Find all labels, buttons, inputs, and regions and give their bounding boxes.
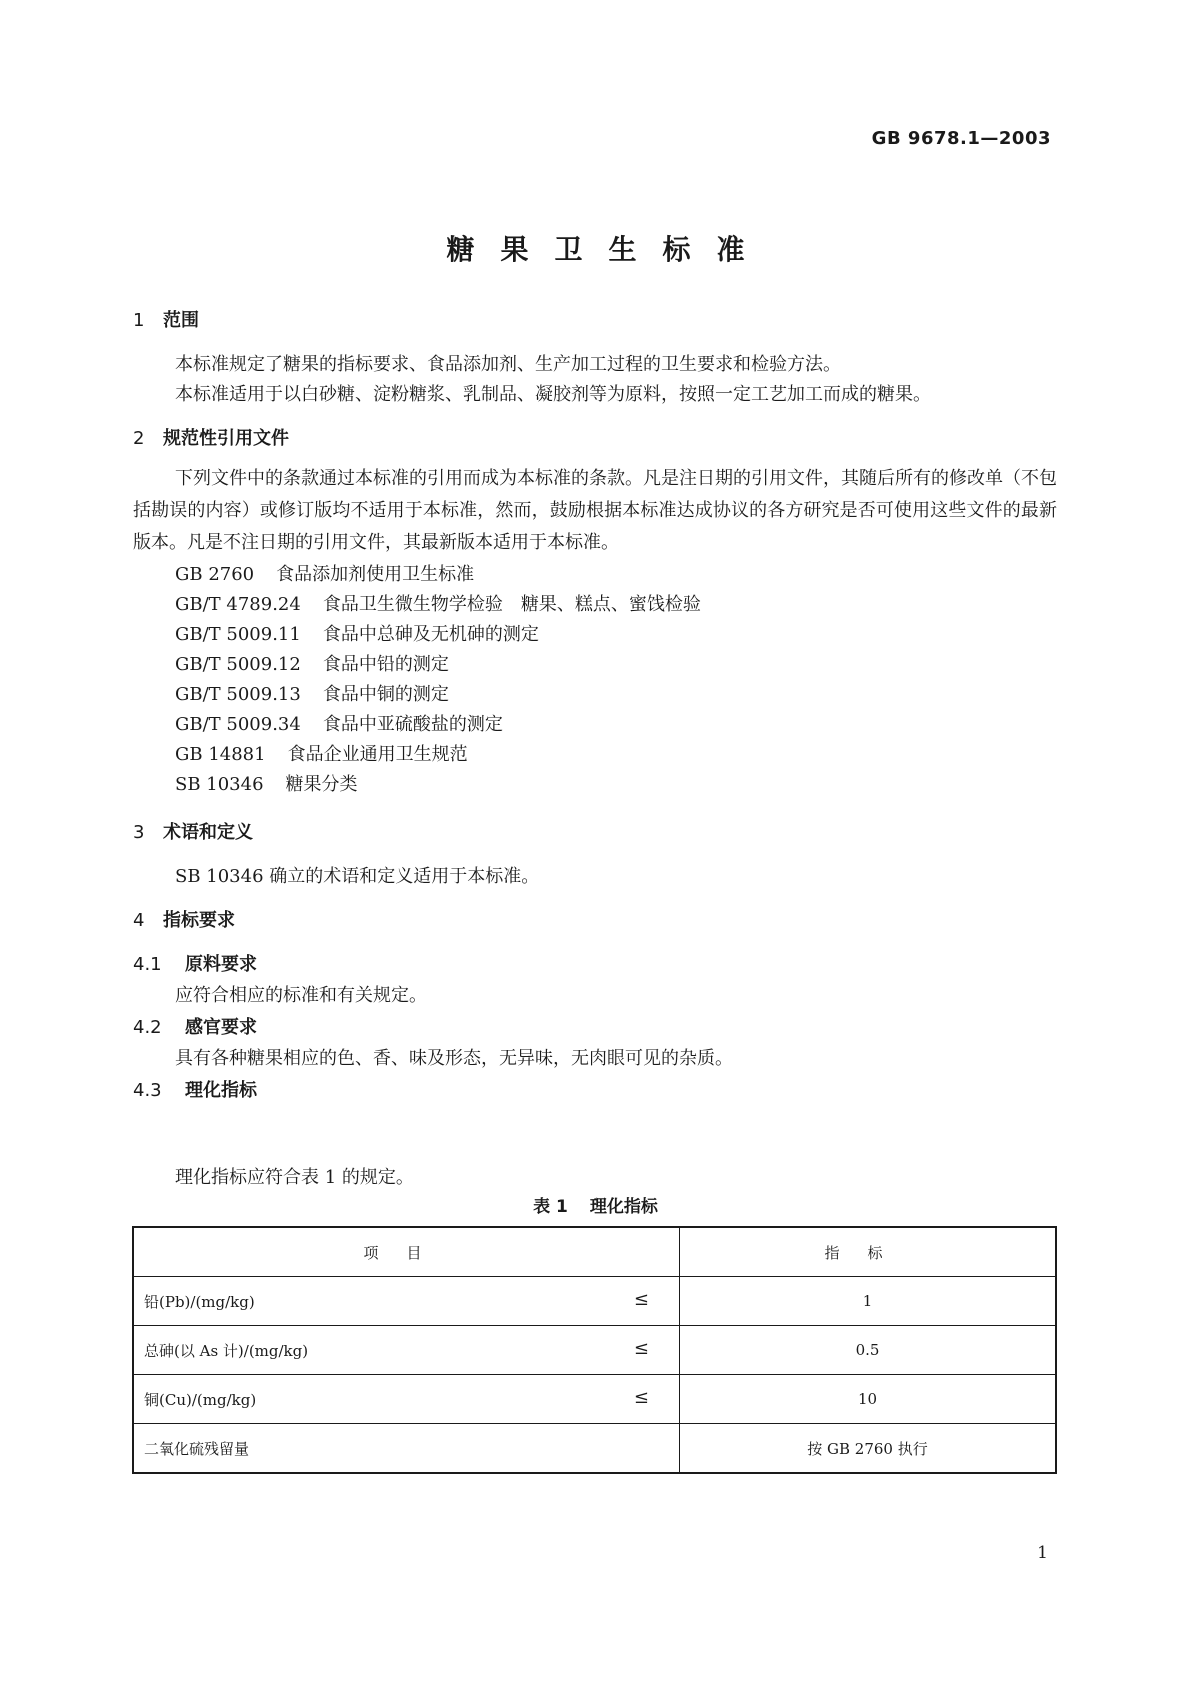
section-3-text: SB 10346 确立的术语和定义适用于本标准。 bbox=[175, 866, 540, 887]
reference-code: GB/T 4789.24 bbox=[175, 594, 301, 615]
table-cell-value: 按 GB 2760 执行 bbox=[680, 1424, 1057, 1474]
leq-symbol: ≤ bbox=[633, 1338, 649, 1359]
section-2-title: 规范性引用文件 bbox=[163, 428, 289, 449]
subsection-4-3-text: 理化指标应符合表 1 的规定。 bbox=[175, 1167, 414, 1188]
subsection-4-2-title: 感官要求 bbox=[185, 1017, 257, 1038]
reference-item bbox=[175, 680, 449, 706]
section-1-number: 1 bbox=[133, 310, 145, 331]
section-2-number: 2 bbox=[133, 428, 145, 449]
table-cell-value: 1 bbox=[680, 1277, 1057, 1326]
section-4-title: 指标要求 bbox=[163, 910, 235, 931]
section-1-paragraph-2: 本标准适用于以白砂糖、淀粉糖浆、乳制品、凝胶剂等为原料，按照一定工艺加工而成的糖果。 bbox=[175, 384, 931, 405]
reference-name: 食品卫生微生物学检验 糖果、糕点、蜜饯检验 bbox=[322, 594, 701, 615]
reference-code: GB/T 5009.13 bbox=[175, 684, 301, 705]
section-4-number: 4 bbox=[133, 910, 145, 931]
physicochemical-table bbox=[132, 1226, 1057, 1474]
reference-name: 食品企业通用卫生规范 bbox=[287, 744, 468, 765]
reference-item bbox=[175, 770, 358, 796]
reference-name: 食品添加剂使用卫生标准 bbox=[276, 564, 475, 585]
table-row bbox=[133, 1424, 1056, 1474]
leq-symbol: ≤ bbox=[633, 1289, 649, 1310]
reference-item bbox=[175, 650, 449, 676]
reference-name: 糖果分类 bbox=[285, 774, 358, 795]
reference-item bbox=[175, 710, 503, 736]
reference-item bbox=[175, 560, 474, 586]
document-title: 糖果卫生标准 bbox=[446, 233, 771, 266]
section-1-heading bbox=[133, 306, 199, 332]
reference-code: SB 10346 bbox=[175, 774, 264, 795]
section-2-intro: 下列文件中的条款通过本标准的引用而成为本标准的条款。凡是注日期的引用文件，其随后所有的修改单（不包括勘误的内容）或修订版均不适用于本标准，然而，鼓励根据本标准达成协议的各方研究是否可使用这些文件的最新版本。凡是不注日期的引用文件，其最新版本适用于本标准。 bbox=[133, 468, 1057, 553]
reference-name: 食品中亚硫酸盐的测定 bbox=[322, 714, 503, 735]
leq-symbol: ≤ bbox=[633, 1387, 649, 1408]
table-cell-item: 二氧化硫残留量 bbox=[133, 1424, 680, 1474]
subsection-4-1-number: 4.1 bbox=[133, 954, 162, 975]
reference-item bbox=[175, 740, 468, 766]
subsection-4-2-number: 4.2 bbox=[133, 1017, 162, 1038]
reference-code: GB/T 5009.11 bbox=[175, 624, 301, 645]
section-1-paragraph-1: 本标准规定了糖果的指标要求、食品添加剂、生产加工过程的卫生要求和检验方法。 bbox=[175, 354, 841, 375]
subsection-4-3-title: 理化指标 bbox=[185, 1080, 257, 1101]
subsection-4-2-text: 具有各种糖果相应的色、香、味及形态，无异味，无肉眼可见的杂质。 bbox=[175, 1048, 733, 1069]
table-caption-number: 表 1 bbox=[533, 1197, 568, 1217]
table-cell-item: 铅(Pb)/(mg/kg) ≤ bbox=[133, 1277, 680, 1326]
table-caption bbox=[0, 1192, 1191, 1217]
subsection-4-3-number: 4.3 bbox=[133, 1080, 162, 1101]
table-header-item: 项目 bbox=[133, 1227, 680, 1277]
section-3-heading bbox=[133, 818, 253, 844]
reference-name: 食品中铜的测定 bbox=[322, 684, 449, 705]
section-3-title: 术语和定义 bbox=[163, 822, 253, 843]
table-cell-item: 铜(Cu)/(mg/kg) ≤ bbox=[133, 1375, 680, 1424]
reference-name: 食品中总砷及无机砷的测定 bbox=[322, 624, 539, 645]
reference-code: GB 14881 bbox=[175, 744, 266, 765]
table-header-value: 指标 bbox=[680, 1227, 1057, 1277]
table-cell-item: 总砷(以 As 计)/(mg/kg) ≤ bbox=[133, 1326, 680, 1375]
reference-item bbox=[175, 590, 701, 616]
subsection-4-1-title: 原料要求 bbox=[185, 954, 257, 975]
reference-code: GB/T 5009.12 bbox=[175, 654, 301, 675]
subsection-4-3-heading bbox=[133, 1076, 257, 1102]
table-row bbox=[133, 1375, 1056, 1424]
subsection-4-1-heading bbox=[133, 950, 257, 976]
reference-code: GB 2760 bbox=[175, 564, 255, 585]
table-row bbox=[133, 1277, 1056, 1326]
table-caption-title: 理化指标 bbox=[589, 1197, 658, 1217]
table-header-row bbox=[133, 1227, 1056, 1277]
section-2-heading bbox=[133, 424, 289, 450]
reference-name: 食品中铅的测定 bbox=[322, 654, 449, 675]
subsection-4-2-heading bbox=[133, 1013, 257, 1039]
standard-code: GB 9678.1—2003 bbox=[871, 128, 1051, 149]
section-4-heading bbox=[133, 906, 235, 932]
reference-code: GB/T 5009.34 bbox=[175, 714, 301, 735]
page-number: 1 bbox=[1037, 1543, 1048, 1563]
table-row bbox=[133, 1326, 1056, 1375]
section-1-title: 范围 bbox=[163, 310, 199, 331]
section-3-number: 3 bbox=[133, 822, 145, 843]
reference-item bbox=[175, 620, 539, 646]
subsection-4-1-text: 应符合相应的标准和有关规定。 bbox=[175, 985, 427, 1006]
table-cell-value: 0.5 bbox=[680, 1326, 1057, 1375]
table-cell-value: 10 bbox=[680, 1375, 1057, 1424]
